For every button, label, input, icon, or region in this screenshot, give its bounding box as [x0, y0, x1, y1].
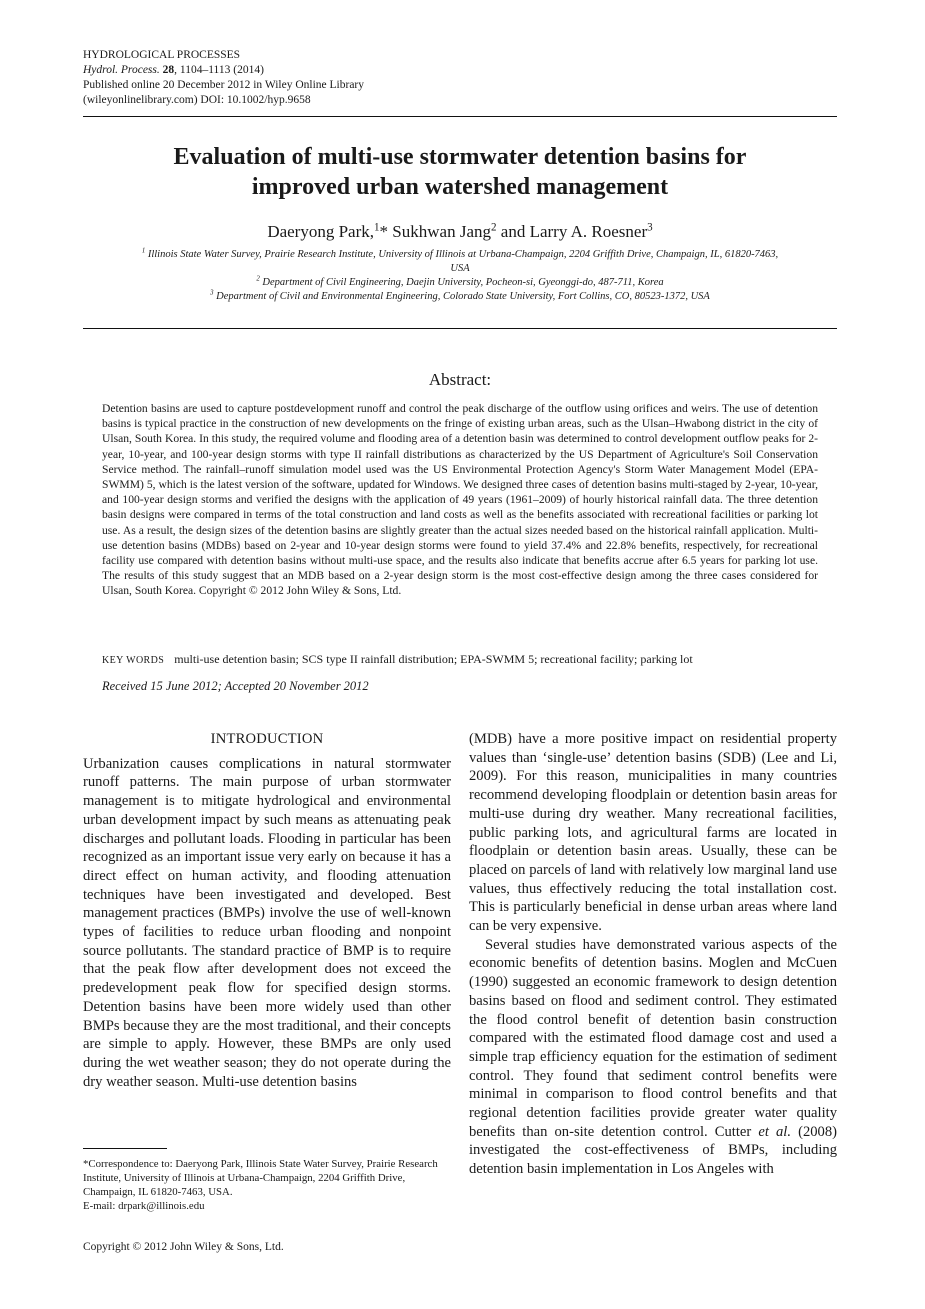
keywords-text: multi-use detention basin; SCS type II rainfall distribution; EPA-SWMM 5; recreational facility; parking lot — [174, 652, 693, 666]
correspondence-footnote: *Correspondence to: Daeryong Park, Illinois State Water Survey, Prairie Research Institute, University of Illinois at Urbana-Champaign, 2204 Griffith Drive, Champaign, IL 61820-7463, USA. E-mail: drpark@illinois.edu — [83, 1157, 451, 1213]
right-column — [469, 730, 837, 1179]
author-1: Daeryong Park, — [267, 222, 375, 241]
published-line: Published online 20 December 2012 in Wiley Online Library — [83, 79, 365, 91]
section-heading-introduction: INTRODUCTION — [210, 731, 324, 747]
affiliation-1: $^1$ Illinois State Water Survey, Prairie Research Institute, University of Illinois at Urbana-Champaign, 2204 Griffith Drive, Champaign, IL, 61820-7463, — [141, 247, 779, 260]
author-2: Sukhwan Jang — [392, 222, 491, 241]
header-rule — [83, 116, 837, 117]
intro-paragraph-3: Several studies have demonstrated various aspects of the economic benefits of detention basins. Moglen and McCuen (1990) suggested an economic framework to design detention basins based on flood and sediment control. They estimated the flood control benefit of detention basin construction compared with the estimated flood damage cost and used a simple trap efficiency equation for the estimation of sediment control. They found that sediment control benefits were minimal in comparison to flood control benefits and that regional detention facilities provide greater water quality benefits than on-site detention control. Cutter et al. (2008) investigated the cost-effectiveness of BMPs, including detention basin implementation in Los Angeles with — [469, 936, 837, 1178]
footnote-rule — [83, 1148, 167, 1149]
affiliation-3: $^3$ Department of Civil and Environmental Engineering, Colorado State University, Fort Collins, CO, 80523-1372, USA — [210, 289, 710, 302]
journal-name: HYDROLOGICAL PROCESSES — [83, 49, 241, 61]
affiliation-2: $^2$ Department of Civil Engineering, Daejin University, Pocheon-si, Gyeonggi-do, 487-711, Korea — [256, 275, 664, 288]
keywords — [102, 652, 693, 667]
keywords-label: KEY WORDS — [102, 655, 165, 666]
paper-title: Evaluation of multi-use stormwater detention basins for improved urban watershed management — [173, 144, 747, 200]
page-copyright: Copyright © 2012 John Wiley & Sons, Ltd. — [83, 1241, 284, 1253]
citation: Hydrol. Process. 28, 1104–1113 (2014) — [83, 64, 264, 76]
correspondence-email: E-mail: drpark@illinois.edu — [83, 1200, 205, 1212]
affiliation-rule — [83, 328, 837, 329]
affiliations — [83, 248, 837, 304]
received-dates: Received 15 June 2012; Accepted 20 November 2012 — [102, 679, 369, 693]
journal-header — [83, 48, 364, 108]
abstract-heading: Abstract: — [428, 370, 492, 389]
author-list: Daeryong Park,$^1$* Sukhwan Jang$^2$ and Larry A. Roesner$^3$ — [267, 221, 653, 241]
intro-paragraph-2: (MDB) have a more positive impact on residential property values than ‘single-use’ detention basins (SDB) (Lee and Li, 2009). For this reason, municipalities in many countries recommend developing floodplain or detention basin areas for multi-use during dry weather. Many recreational facilities, public parking lots, and agricultural farms are located in floodplain or detention basin areas. Usually, these can be placed on parcels of land with relatively low marginal land use values, thus effectively reducing the total installation cost. This is particularly beneficial in dense urban areas where land can be very expensive. — [469, 731, 837, 935]
intro-paragraph-1: Urbanization causes complications in natural stormwater runoff patterns. The main purpose of urban stormwater management is to mitigate hydrological and environmental urban development impact by such means as attenuating peak discharges and pollutant loads. Flooding in particular has been recognized as an important issue very early on because it has a direct effect on human activity, and flooding attenuation techniques have been investigated and developed. Best management practices (BMPs) involve the use of well-known types of facilities to reduce urban flooding and nonpoint source pollutants. The standard practice of BMP is to require that the peak flow after development does not exceed the predevelopment peak flow for specified design storms. Detention basins have been more widely used than other BMPs because they are the most traditional, and their concepts are simple to apply. However, these BMPs are only used during the wet weather season; they do not operate during the dry weather season. Multi-use detention basins — [83, 755, 451, 1090]
author-3: Larry A. Roesner — [529, 222, 648, 241]
doi-line: (wileyonlinelibrary.com) DOI: 10.1002/hyp.9658 — [83, 94, 311, 106]
abstract-body: Detention basins are used to capture postdevelopment runoff and control the peak discharge of the outflow using orifices and weirs. The use of detention basins is typical practice in the construction of new developments on the fringe of existing urban areas, such as the Ulsan–Hwabong district in the city of Ulsan, South Korea. In this study, the required volume and flooding area of a detention basin was determined to control development outflow peaks for 2-year, 10-year, and 100-year design storms with type II rainfall distributions as characterized by the US Department of Agriculture's Soil Conservation Service method. The rainfall–runoff simulation model used was the US Environmental Protection Agency's Storm Water Management Model (EPA-SWMM) 5, which is the latest version of the software, updated for Windows. We designed three cases of detention basins multi-staged by 2-year, 10-year, and 100-year design storms and verified the designs with the application of 49 years (1961–2009) of hourly historical rainfall data. The three detention basin designs were compared in terms of the total construction and land costs as well as the benefits associated with recreational facilities or parking lot use. As a result, the design sizes of the detention basins are slightly greater than the actual sizes needed based on the historical rainfall application. Multi-use detention basins (MDBs) based on 2-year and 10-year design storms were found to yield 37.4% and 22.8% benefits, respectively, for recreational facility use compared with detention basins without multi-use space, and the results also indicate that benefits accrue after 6.5 years for parking lot use. The results of this study suggest that an MDB based on a 2-year design storm is the most cost-effective design among the three cases considered for Ulsan, South Korea. Copyright © 2012 John Wiley & Sons, Ltd. — [102, 402, 818, 598]
affiliation-1-country: USA — [450, 263, 470, 274]
left-column — [83, 730, 451, 1091]
